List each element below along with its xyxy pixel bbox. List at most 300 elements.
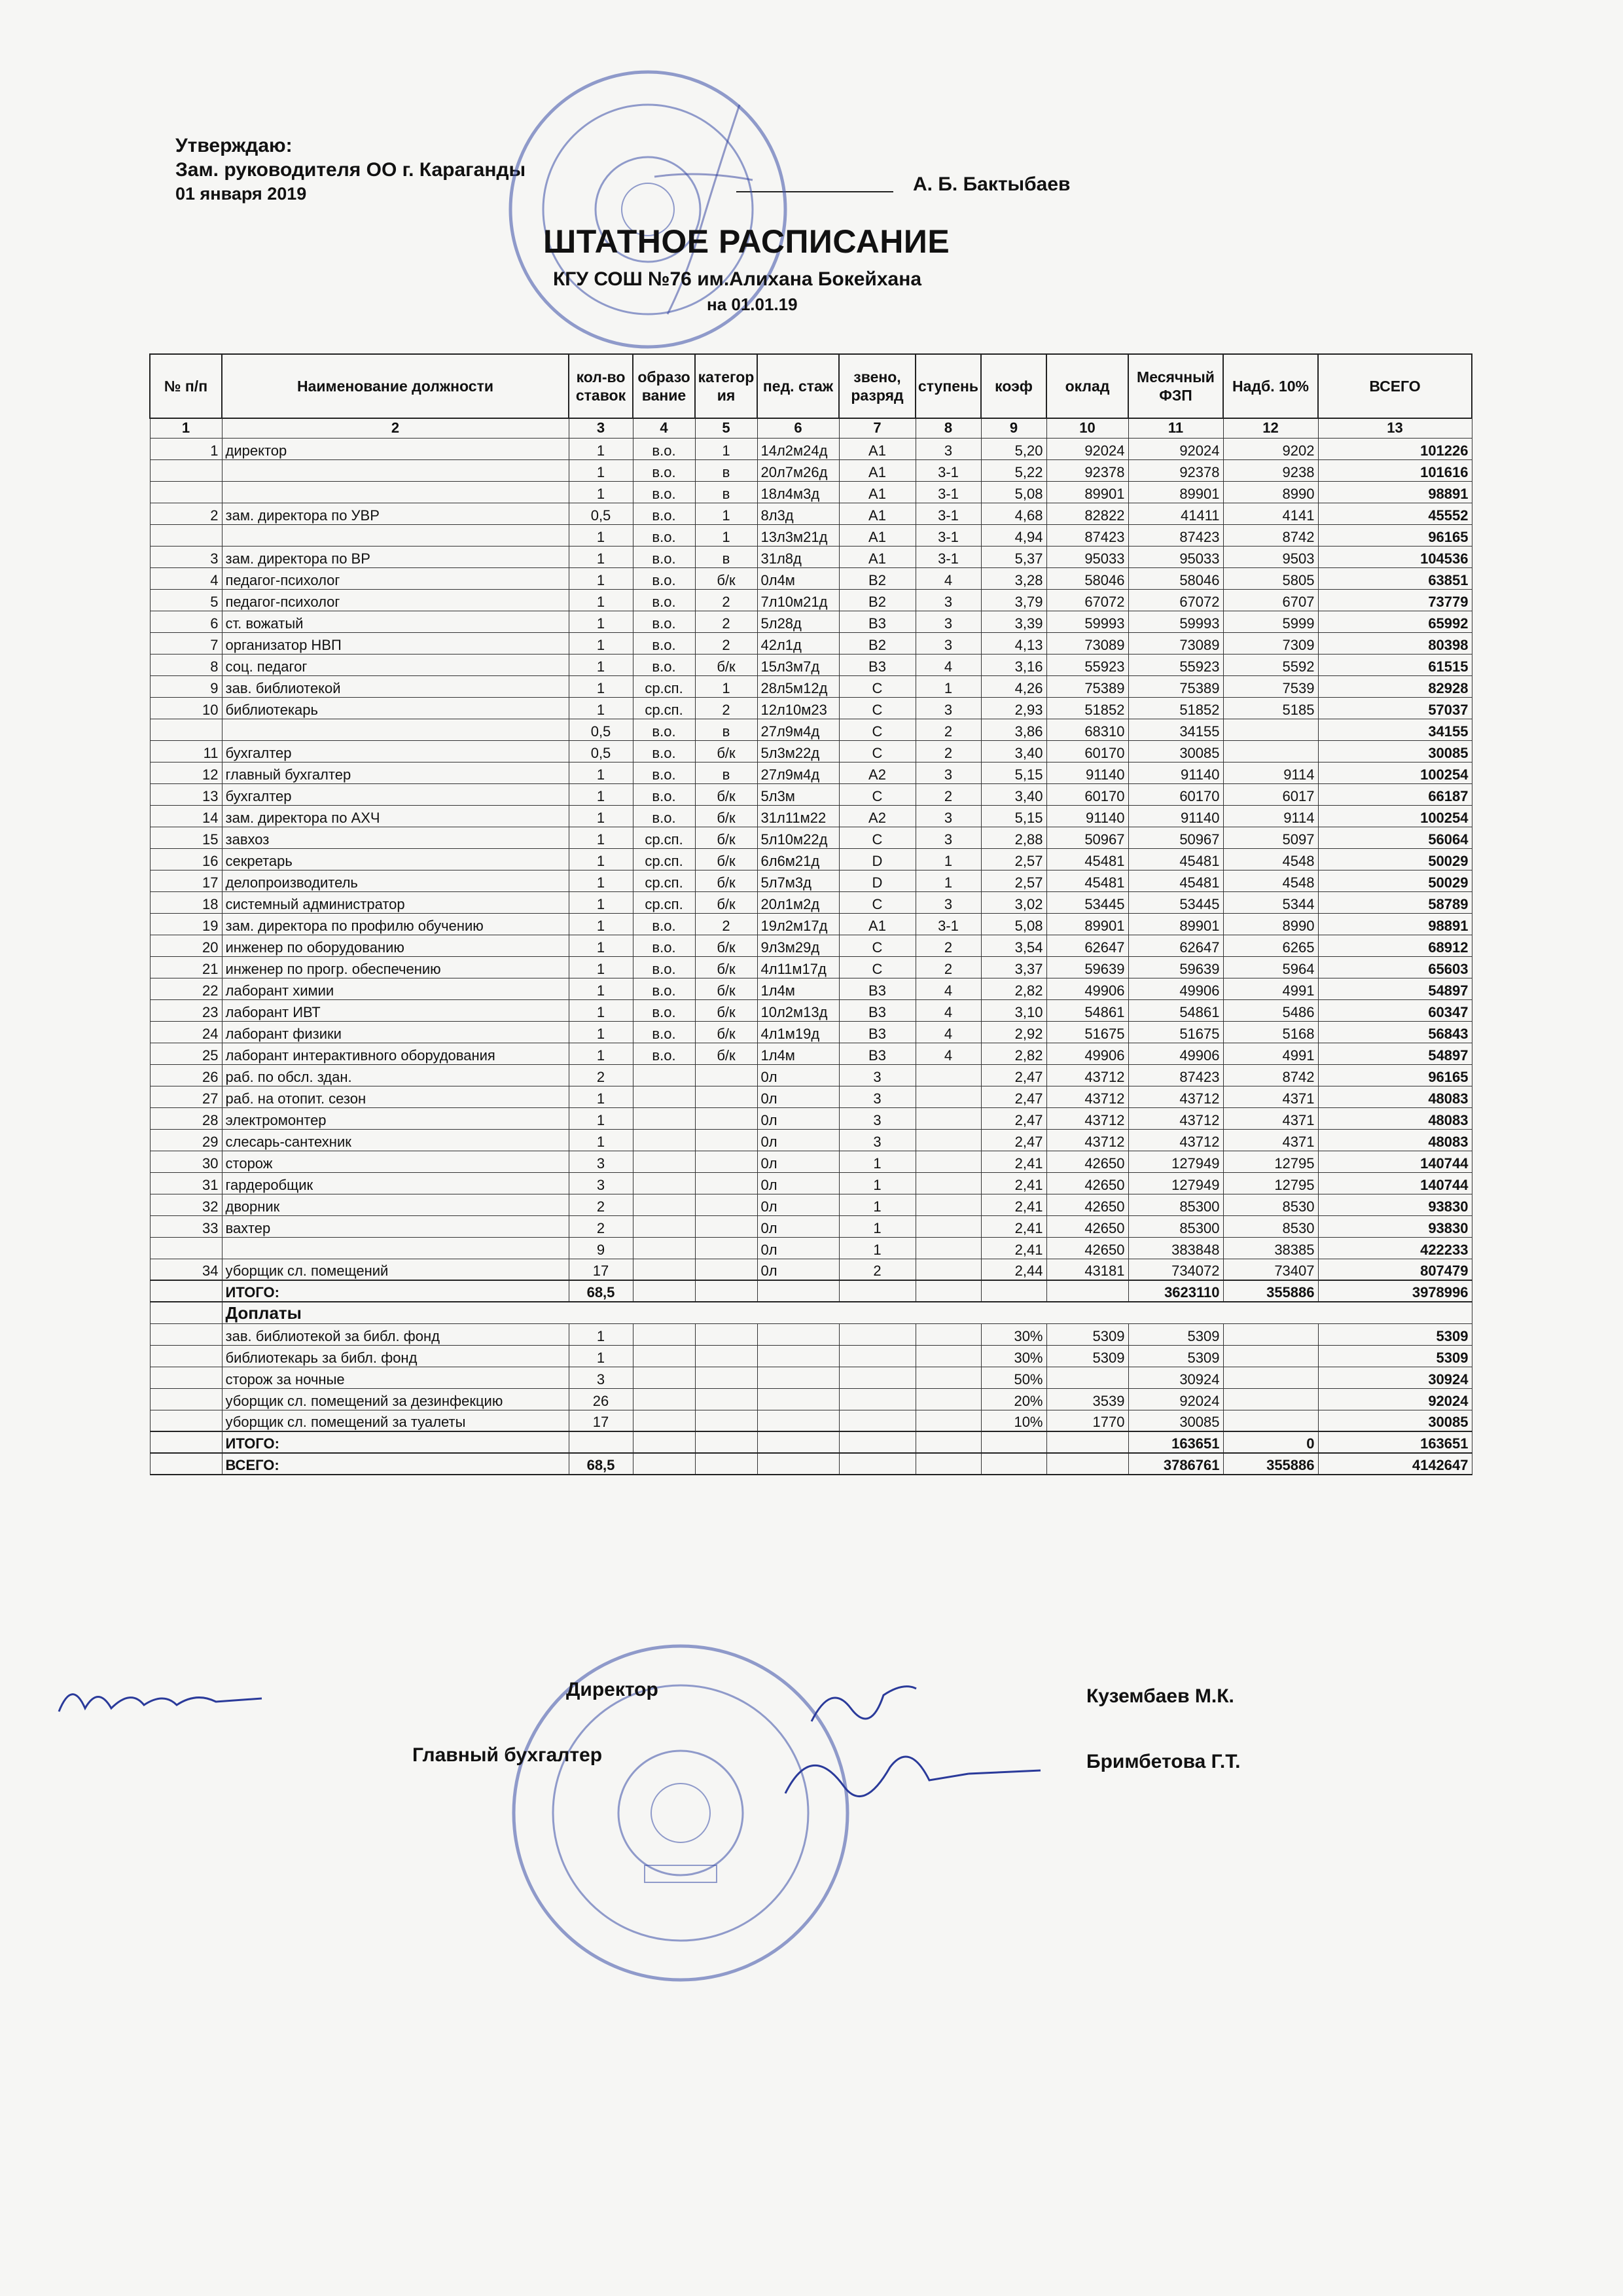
table-cell: 3,02	[981, 891, 1046, 913]
empty-cell	[1223, 1345, 1318, 1367]
table-cell: 2,41	[981, 1237, 1046, 1259]
table-cell: 3	[916, 827, 981, 848]
empty-cell	[981, 1453, 1046, 1475]
table-row	[150, 1086, 1472, 1107]
table-cell: 42л1д	[757, 632, 839, 654]
table-cell: 140744	[1318, 1172, 1472, 1194]
table-cell: 8530	[1223, 1194, 1318, 1215]
table-cell	[695, 1107, 757, 1129]
table-cell: 0л	[757, 1194, 839, 1215]
table-cell: 2,47	[981, 1107, 1046, 1129]
table-cell: 1	[569, 1021, 633, 1043]
table-cell: 3,39	[981, 611, 1046, 632]
table-cell: 24	[150, 1021, 222, 1043]
approver-position: Зам. руководителя ОО г. Караганды	[175, 159, 526, 181]
total-bonus: 355886	[1223, 1280, 1318, 1302]
table-cell: C	[839, 719, 916, 740]
extras-fzp: 5309	[1128, 1323, 1223, 1345]
table-row	[150, 956, 1472, 978]
table-row	[150, 719, 1472, 740]
table-row	[150, 1129, 1472, 1151]
empty-cell	[695, 1431, 757, 1453]
table-cell: 50967	[1046, 827, 1128, 848]
table-cell: 0,5	[569, 503, 633, 524]
table-cell: A1	[839, 913, 916, 935]
table-cell: B3	[839, 1043, 916, 1064]
accountant-role: Главный бухгалтер	[412, 1744, 603, 1766]
table-cell: 43712	[1046, 1129, 1128, 1151]
table-cell: 80398	[1318, 632, 1472, 654]
table-row	[150, 1064, 1472, 1086]
grand-total-sum: 4142647	[1318, 1453, 1472, 1475]
table-cell: 1	[569, 524, 633, 546]
table-cell: 73407	[1223, 1259, 1318, 1280]
table-cell: 60170	[1046, 783, 1128, 805]
table-cell: 89901	[1128, 481, 1223, 503]
position-name: бухгалтер	[222, 783, 569, 805]
extras-total-label: ИТОГО:	[222, 1431, 569, 1453]
table-cell: 0л	[757, 1086, 839, 1107]
table-cell: 1	[569, 546, 633, 567]
table-cell: б/к	[695, 870, 757, 891]
table-cell: 56843	[1318, 1021, 1472, 1043]
table-cell: 3	[916, 697, 981, 719]
table-cell: б/к	[695, 956, 757, 978]
position-name: гардеробщик	[222, 1172, 569, 1194]
total-label: ИТОГО:	[222, 1280, 569, 1302]
table-cell: в.о.	[633, 719, 695, 740]
table-cell: 2	[150, 503, 222, 524]
table-cell: 55923	[1128, 654, 1223, 675]
director-name: Кузембаев М.К.	[1086, 1685, 1234, 1707]
table-cell: 3	[569, 1151, 633, 1172]
table-cell: 5,37	[981, 546, 1046, 567]
empty-cell	[695, 1388, 757, 1410]
table-cell: 22	[150, 978, 222, 999]
table-row	[150, 1259, 1472, 1280]
table-row	[150, 459, 1472, 481]
extras-rates: 1	[569, 1323, 633, 1345]
table-cell: 32	[150, 1194, 222, 1215]
table-cell: 2	[916, 740, 981, 762]
table-cell: 1	[695, 675, 757, 697]
table-cell: 1	[569, 891, 633, 913]
table-cell: 4371	[1223, 1107, 1318, 1129]
table-cell: 56064	[1318, 827, 1472, 848]
table-cell: 0л	[757, 1064, 839, 1086]
table-cell	[695, 1172, 757, 1194]
table-cell	[916, 1086, 981, 1107]
table-cell: 1	[839, 1237, 916, 1259]
table-cell: 2	[916, 935, 981, 956]
table-cell: 8530	[1223, 1215, 1318, 1237]
table-cell: 7309	[1223, 632, 1318, 654]
position-name: раб. по обсл. здан.	[222, 1064, 569, 1086]
table-cell: 1	[569, 567, 633, 589]
table-cell: A1	[839, 546, 916, 567]
table-cell: 3-1	[916, 503, 981, 524]
table-cell: 5185	[1223, 697, 1318, 719]
table-cell: 1	[569, 589, 633, 611]
table-cell: в.о.	[633, 632, 695, 654]
extras-title: Доплаты	[222, 1302, 1472, 1323]
table-cell: 5л10м22д	[757, 827, 839, 848]
table-cell: 38385	[1223, 1237, 1318, 1259]
empty-cell	[757, 1431, 839, 1453]
table-cell: в.о.	[633, 503, 695, 524]
table-cell: 4	[916, 999, 981, 1021]
table-cell: 4548	[1223, 848, 1318, 870]
table-cell: 2,57	[981, 870, 1046, 891]
table-cell: 1	[569, 848, 633, 870]
table-cell: б/к	[695, 1043, 757, 1064]
empty-cell	[695, 1453, 757, 1475]
table-cell: 3	[916, 632, 981, 654]
table-cell: 45481	[1046, 870, 1128, 891]
table-cell	[916, 1107, 981, 1129]
empty-cell	[757, 1388, 839, 1410]
extras-name: зав. библиотекой за библ. фонд	[222, 1323, 569, 1345]
table-cell: 60170	[1128, 783, 1223, 805]
table-cell: 49906	[1046, 1043, 1128, 1064]
table-cell: 1	[569, 438, 633, 459]
extras-rates: 3	[569, 1367, 633, 1388]
extras-rates: 26	[569, 1388, 633, 1410]
table-cell: 43712	[1046, 1086, 1128, 1107]
table-cell: A2	[839, 762, 916, 783]
table-cell: 12	[150, 762, 222, 783]
table-cell: 3	[916, 438, 981, 459]
table-cell: 17	[569, 1259, 633, 1280]
table-cell	[1223, 740, 1318, 762]
table-cell: 2	[695, 913, 757, 935]
table-cell: 4,68	[981, 503, 1046, 524]
empty-cell	[757, 1345, 839, 1367]
extras-percent: 30%	[981, 1323, 1046, 1345]
extras-total: 5309	[1318, 1345, 1472, 1367]
empty-cell	[916, 1410, 981, 1431]
table-cell	[695, 1237, 757, 1259]
column-header: Надб. 10%	[1223, 354, 1318, 418]
empty-cell	[916, 1388, 981, 1410]
table-cell	[916, 1151, 981, 1172]
column-number: 9	[981, 418, 1046, 438]
table-row	[150, 503, 1472, 524]
table-cell: 5л3м	[757, 783, 839, 805]
position-name: дворник	[222, 1194, 569, 1215]
column-number: 10	[1046, 418, 1128, 438]
table-row	[150, 978, 1472, 999]
table-cell: 58046	[1046, 567, 1128, 589]
table-cell: 48083	[1318, 1107, 1472, 1129]
table-cell: 0,5	[569, 719, 633, 740]
table-cell: 127949	[1128, 1172, 1223, 1194]
table-cell: 4,26	[981, 675, 1046, 697]
position-name	[222, 481, 569, 503]
table-cell: 3	[839, 1086, 916, 1107]
table-cell: 7539	[1223, 675, 1318, 697]
empty-cell	[695, 1323, 757, 1345]
table-cell: 98891	[1318, 913, 1472, 935]
position-name: делопроизводитель	[222, 870, 569, 891]
column-number: 13	[1318, 418, 1472, 438]
empty-cell	[150, 1280, 222, 1302]
position-name: библиотекарь	[222, 697, 569, 719]
table-row	[150, 740, 1472, 762]
empty-cell	[757, 1323, 839, 1345]
table-cell: б/к	[695, 740, 757, 762]
column-number: 2	[222, 418, 569, 438]
table-cell: 8990	[1223, 913, 1318, 935]
table-cell: 4	[916, 978, 981, 999]
empty-cell	[150, 1323, 222, 1345]
table-cell: 9л3м29д	[757, 935, 839, 956]
table-cell: б/к	[695, 805, 757, 827]
table-cell: 734072	[1128, 1259, 1223, 1280]
extras-row	[150, 1410, 1472, 1431]
empty-cell	[981, 1280, 1046, 1302]
table-cell: 82822	[1046, 503, 1128, 524]
empty-cell	[981, 1431, 1046, 1453]
extras-total-bonus: 0	[1223, 1431, 1318, 1453]
table-row	[150, 1215, 1472, 1237]
table-cell: 16	[150, 848, 222, 870]
extras-name: уборщик сл. помещений за дезинфекцию	[222, 1388, 569, 1410]
table-cell: 26	[150, 1064, 222, 1086]
table-cell: 8742	[1223, 524, 1318, 546]
extras-fzp: 30924	[1128, 1367, 1223, 1388]
table-row	[150, 1151, 1472, 1172]
table-row	[150, 848, 1472, 870]
table-cell: 3	[839, 1107, 916, 1129]
table-cell: 5,08	[981, 913, 1046, 935]
extras-base: 5309	[1046, 1345, 1128, 1367]
table-row	[150, 783, 1472, 805]
table-cell: ср.сп.	[633, 848, 695, 870]
table-cell: 98891	[1318, 481, 1472, 503]
table-cell: 48083	[1318, 1129, 1472, 1151]
extras-row	[150, 1388, 1472, 1410]
table-row	[150, 1043, 1472, 1064]
table-cell: 43712	[1046, 1064, 1128, 1086]
table-cell: 30	[150, 1151, 222, 1172]
table-cell	[695, 1064, 757, 1086]
table-cell: 6017	[1223, 783, 1318, 805]
table-cell: 14	[150, 805, 222, 827]
table-cell: 9	[569, 1237, 633, 1259]
table-cell: 5486	[1223, 999, 1318, 1021]
table-cell	[695, 1129, 757, 1151]
table-cell: 2,47	[981, 1129, 1046, 1151]
table-cell: 20л7м26д	[757, 459, 839, 481]
table-cell	[916, 1215, 981, 1237]
position-name: лаборант интерактивного оборудования	[222, 1043, 569, 1064]
table-row	[150, 567, 1472, 589]
table-cell: 6	[150, 611, 222, 632]
total-sum: 3978996	[1318, 1280, 1472, 1302]
table-row	[150, 762, 1472, 783]
table-cell: 51675	[1128, 1021, 1223, 1043]
table-cell: ср.сп.	[633, 675, 695, 697]
extras-row	[150, 1345, 1472, 1367]
table-cell: 50029	[1318, 848, 1472, 870]
table-cell: 34155	[1128, 719, 1223, 740]
table-cell: 21	[150, 956, 222, 978]
grand-total-fzp: 3786761	[1128, 1453, 1223, 1475]
position-name: зам. директора по АХЧ	[222, 805, 569, 827]
table-cell: 2	[569, 1215, 633, 1237]
table-cell: 0,5	[569, 740, 633, 762]
table-cell: 91140	[1046, 762, 1128, 783]
table-cell: б/к	[695, 999, 757, 1021]
table-cell: 30085	[1318, 740, 1472, 762]
position-name: инженер по прогр. обеспечению	[222, 956, 569, 978]
position-name: ст. вожатый	[222, 611, 569, 632]
extras-name: уборщик сл. помещений за туалеты	[222, 1410, 569, 1431]
table-cell: 1	[569, 978, 633, 999]
table-cell: в.о.	[633, 611, 695, 632]
table-row	[150, 913, 1472, 935]
table-cell: 2,92	[981, 1021, 1046, 1043]
column-header: Месячный ФЗП	[1128, 354, 1223, 418]
table-cell: 13	[150, 783, 222, 805]
table-cell: 93830	[1318, 1215, 1472, 1237]
table-cell: 1	[839, 1194, 916, 1215]
total-fzp: 3623110	[1128, 1280, 1223, 1302]
table-cell: 8	[150, 654, 222, 675]
table-cell: б/к	[695, 567, 757, 589]
extras-percent: 10%	[981, 1410, 1046, 1431]
table-cell: C	[839, 827, 916, 848]
table-cell: в.о.	[633, 935, 695, 956]
extras-row	[150, 1367, 1472, 1388]
empty-cell	[569, 1431, 633, 1453]
table-cell: 62647	[1046, 935, 1128, 956]
table-cell: 2	[569, 1064, 633, 1086]
table-cell: 12795	[1223, 1172, 1318, 1194]
table-cell	[633, 1215, 695, 1237]
table-cell: 42650	[1046, 1237, 1128, 1259]
empty-cell	[916, 1323, 981, 1345]
table-cell: 2,82	[981, 978, 1046, 999]
table-cell: 50029	[1318, 870, 1472, 891]
table-cell: 5344	[1223, 891, 1318, 913]
table-cell: 48083	[1318, 1086, 1472, 1107]
table-cell: 57037	[1318, 697, 1472, 719]
table-cell: 807479	[1318, 1259, 1472, 1280]
table-cell: ср.сп.	[633, 827, 695, 848]
table-cell: 2,88	[981, 827, 1046, 848]
approver-name: А. Б. Бактыбаев	[913, 173, 1071, 195]
table-cell: 1	[569, 611, 633, 632]
table-cell: 20л1м2д	[757, 891, 839, 913]
table-cell: 3,28	[981, 567, 1046, 589]
table-cell: 3,37	[981, 956, 1046, 978]
position-name: лаборант химии	[222, 978, 569, 999]
table-cell: 127949	[1128, 1151, 1223, 1172]
empty-cell	[150, 1367, 222, 1388]
table-cell: 0л	[757, 1129, 839, 1151]
table-cell: 60347	[1318, 999, 1472, 1021]
column-header: оклад	[1046, 354, 1128, 418]
column-number: 4	[633, 418, 695, 438]
table-cell	[916, 1194, 981, 1215]
table-cell: 5964	[1223, 956, 1318, 978]
table-cell: 34	[150, 1259, 222, 1280]
position-name: завхоз	[222, 827, 569, 848]
table-cell: 54897	[1318, 1043, 1472, 1064]
position-name: вахтер	[222, 1215, 569, 1237]
table-cell: 4	[916, 1043, 981, 1064]
table-cell: 62647	[1128, 935, 1223, 956]
position-name	[222, 1237, 569, 1259]
table-cell: 85300	[1128, 1194, 1223, 1215]
table-cell	[150, 719, 222, 740]
table-cell: 29	[150, 1129, 222, 1151]
table-cell	[633, 1107, 695, 1129]
table-cell: 12795	[1223, 1151, 1318, 1172]
table-cell: B3	[839, 978, 916, 999]
table-cell	[150, 524, 222, 546]
position-name: сторож	[222, 1151, 569, 1172]
position-name: уборщик сл. помещений	[222, 1259, 569, 1280]
table-cell: 1	[695, 503, 757, 524]
table-cell: 2,93	[981, 697, 1046, 719]
director-role: Директор	[566, 1679, 658, 1700]
table-cell: 2	[569, 1194, 633, 1215]
table-cell: 31л8д	[757, 546, 839, 567]
empty-cell	[1223, 1410, 1318, 1431]
table-cell: C	[839, 935, 916, 956]
table-cell: б/к	[695, 935, 757, 956]
table-cell: 104536	[1318, 546, 1472, 567]
empty-cell	[695, 1345, 757, 1367]
table-cell: 8л3д	[757, 503, 839, 524]
column-number: 6	[757, 418, 839, 438]
position-name: секретарь	[222, 848, 569, 870]
table-cell: 19	[150, 913, 222, 935]
table-cell: 63851	[1318, 567, 1472, 589]
table-cell: 1	[569, 459, 633, 481]
table-cell: в	[695, 481, 757, 503]
table-cell: 67072	[1128, 589, 1223, 611]
table-cell: 10	[150, 697, 222, 719]
table-cell: 41411	[1128, 503, 1223, 524]
table-cell: 68310	[1046, 719, 1128, 740]
table-cell: 43712	[1128, 1107, 1223, 1129]
table-cell: б/к	[695, 827, 757, 848]
table-cell: 4371	[1223, 1086, 1318, 1107]
table-cell: 95033	[1128, 546, 1223, 567]
table-cell	[633, 1064, 695, 1086]
table-cell: 5л28д	[757, 611, 839, 632]
table-cell: 96165	[1318, 524, 1472, 546]
table-cell	[695, 1151, 757, 1172]
table-cell	[633, 1194, 695, 1215]
table-row	[150, 524, 1472, 546]
total-row	[150, 1280, 1472, 1302]
extras-name: библиотекарь за библ. фонд	[222, 1345, 569, 1367]
table-row	[150, 805, 1472, 827]
table-cell: 3	[916, 762, 981, 783]
table-cell	[633, 1259, 695, 1280]
table-cell	[1223, 719, 1318, 740]
table-cell: 4	[916, 567, 981, 589]
table-cell: 1	[569, 1043, 633, 1064]
empty-cell	[633, 1323, 695, 1345]
table-cell: B2	[839, 632, 916, 654]
column-header: Наименование должности	[222, 354, 569, 418]
